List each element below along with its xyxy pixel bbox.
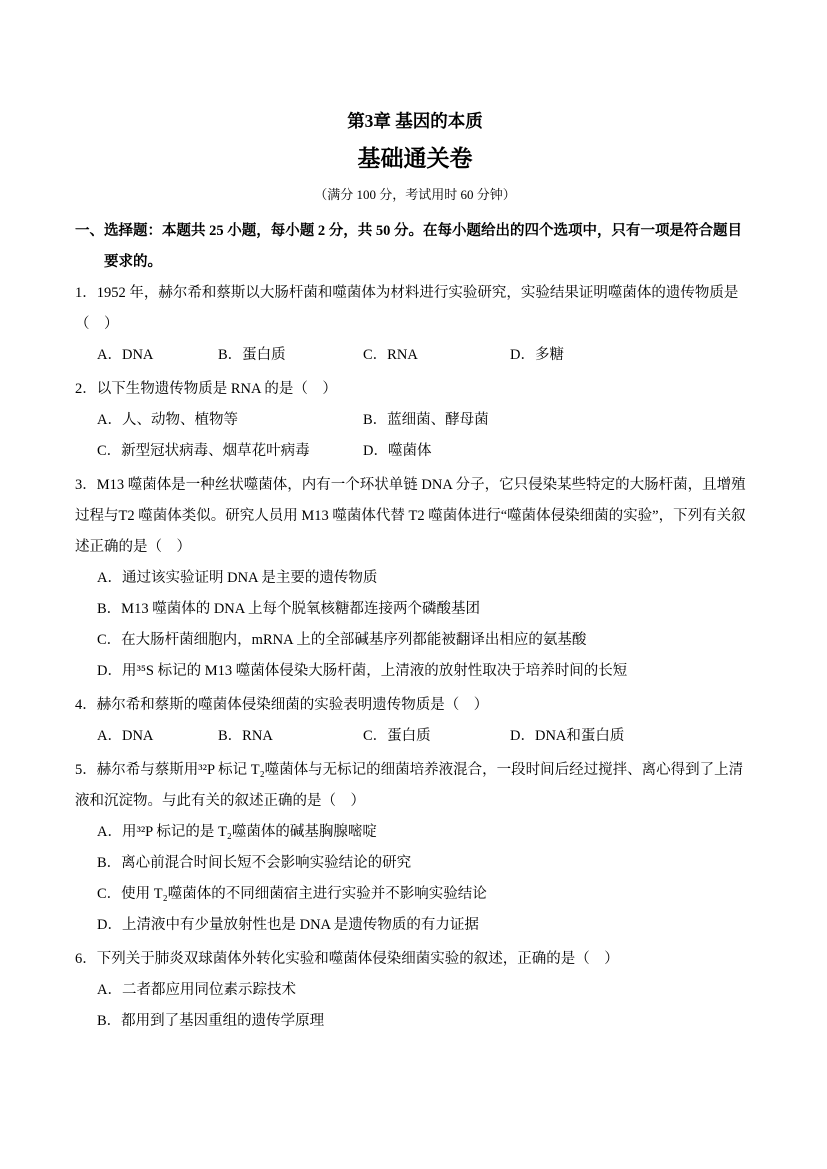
question-5-option-b: B．离心前混合时间长短不会影响实验结论的研究	[97, 855, 412, 871]
question-2-stem: 2．以下生物遗传物质是 RNA 的是（ ）	[75, 381, 337, 397]
section-intro: 一、选择题：本题共 25 小题，每小题 2 分，共 50 分。在每小题给出的四个选项中，只有一项是符合题目要求的。	[75, 223, 742, 270]
paper-title: 基础通关卷	[357, 146, 473, 171]
question-5-option-d: D．上清液中有少量放射性也是 DNA 是遗传物质的有力证据	[97, 917, 479, 933]
question-1-stem: 1．1952 年，赫尔希和蔡斯以大肠杆菌和噬菌体为材料进行实验研究，实验结果证明噬菌体的遗传物质是（ ）	[75, 285, 739, 332]
exam-info: （满分 100 分，考试用时 60 分钟）	[314, 187, 516, 202]
question-2	[75, 374, 755, 467]
question-2-option-d: D．噬菌体	[363, 443, 432, 459]
question-6	[75, 944, 755, 1037]
chapter-title: 第3章 基因的本质	[347, 111, 483, 131]
question-4-option-c: C．蛋白质	[363, 728, 431, 744]
question-4-options	[75, 721, 755, 752]
question-2-options-row-1	[75, 405, 755, 436]
question-2-option-c: C．新型冠状病毒、烟草花叶病毒	[97, 443, 310, 459]
question-3	[75, 470, 755, 687]
question-1-option-c: C．RNA	[363, 347, 418, 363]
question-2-option-b: B．蓝细菌、酵母菌	[363, 412, 489, 428]
question-4-stem: 4．赫尔希和蔡斯的噬菌体侵染细菌的实验表明遗传物质是（ ）	[75, 697, 489, 713]
question-1-options	[75, 340, 755, 371]
question-2-options-row-2	[75, 436, 755, 467]
question-4-option-d: D．DNA和蛋白质	[510, 728, 625, 744]
question-4-option-b: B．RNA	[218, 728, 273, 744]
question-6-stem: 6．下列关于肺炎双球菌体外转化实验和噬菌体侵染细菌实验的叙述，正确的是（ ）	[75, 951, 619, 967]
question-6-option-b: B．都用到了基因重组的遗传学原理	[97, 1013, 325, 1029]
question-3-option-c: C．在大肠杆菌细胞内，mRNA 上的全部碱基序列都能被翻译出相应的氨基酸	[97, 632, 587, 648]
question-1-option-a: A．DNA	[97, 347, 154, 363]
question-1-option-d: D．多糖	[510, 347, 564, 363]
question-3-stem: 3．M13 噬菌体是一种丝状噬菌体，内有一个环状单链 DNA 分子，它只侵染某些特定的大肠杆菌，且增殖过程与T2 噬菌体类似。研究人员用 M13 噬菌体代替 T2 噬菌体进行“噬菌体侵染细菌的实验”，下列有关叙述正确的是（ ）	[75, 477, 746, 555]
question-3-option-a: A．通过该实验证明 DNA 是主要的遗传物质	[97, 570, 378, 586]
question-4	[75, 690, 755, 752]
question-1-option-b: B．蛋白质	[218, 347, 286, 363]
question-6-option-a: A．二者都应用同位素示踪技术	[97, 982, 296, 998]
question-5-stem: 5．赫尔希与蔡斯用³²P 标记 T₂噬菌体与无标记的细菌培养液混合，一段时间后经过搅拌、离心得到了上清液和沉淀物。与此有关的叙述正确的是（ ）	[75, 762, 744, 809]
question-5-option-a: A．用³²P 标记的是 T₂噬菌体的碱基胸腺嘧啶	[97, 824, 377, 840]
question-3-option-d: D．用³⁵S 标记的 M13 噬菌体侵染大肠杆菌，上清液的放射性取决于培养时间的长短	[97, 663, 628, 679]
question-4-option-a: A．DNA	[97, 728, 154, 744]
question-2-option-a: A．人、动物、植物等	[97, 412, 238, 428]
question-5	[75, 755, 755, 941]
question-5-option-c: C．使用 T₂噬菌体的不同细菌宿主进行实验并不影响实验结论	[97, 886, 487, 902]
question-1	[75, 278, 755, 371]
question-3-option-b: B．M13 噬菌体的 DNA 上每个脱氧核糖都连接两个磷酸基团	[97, 601, 481, 617]
